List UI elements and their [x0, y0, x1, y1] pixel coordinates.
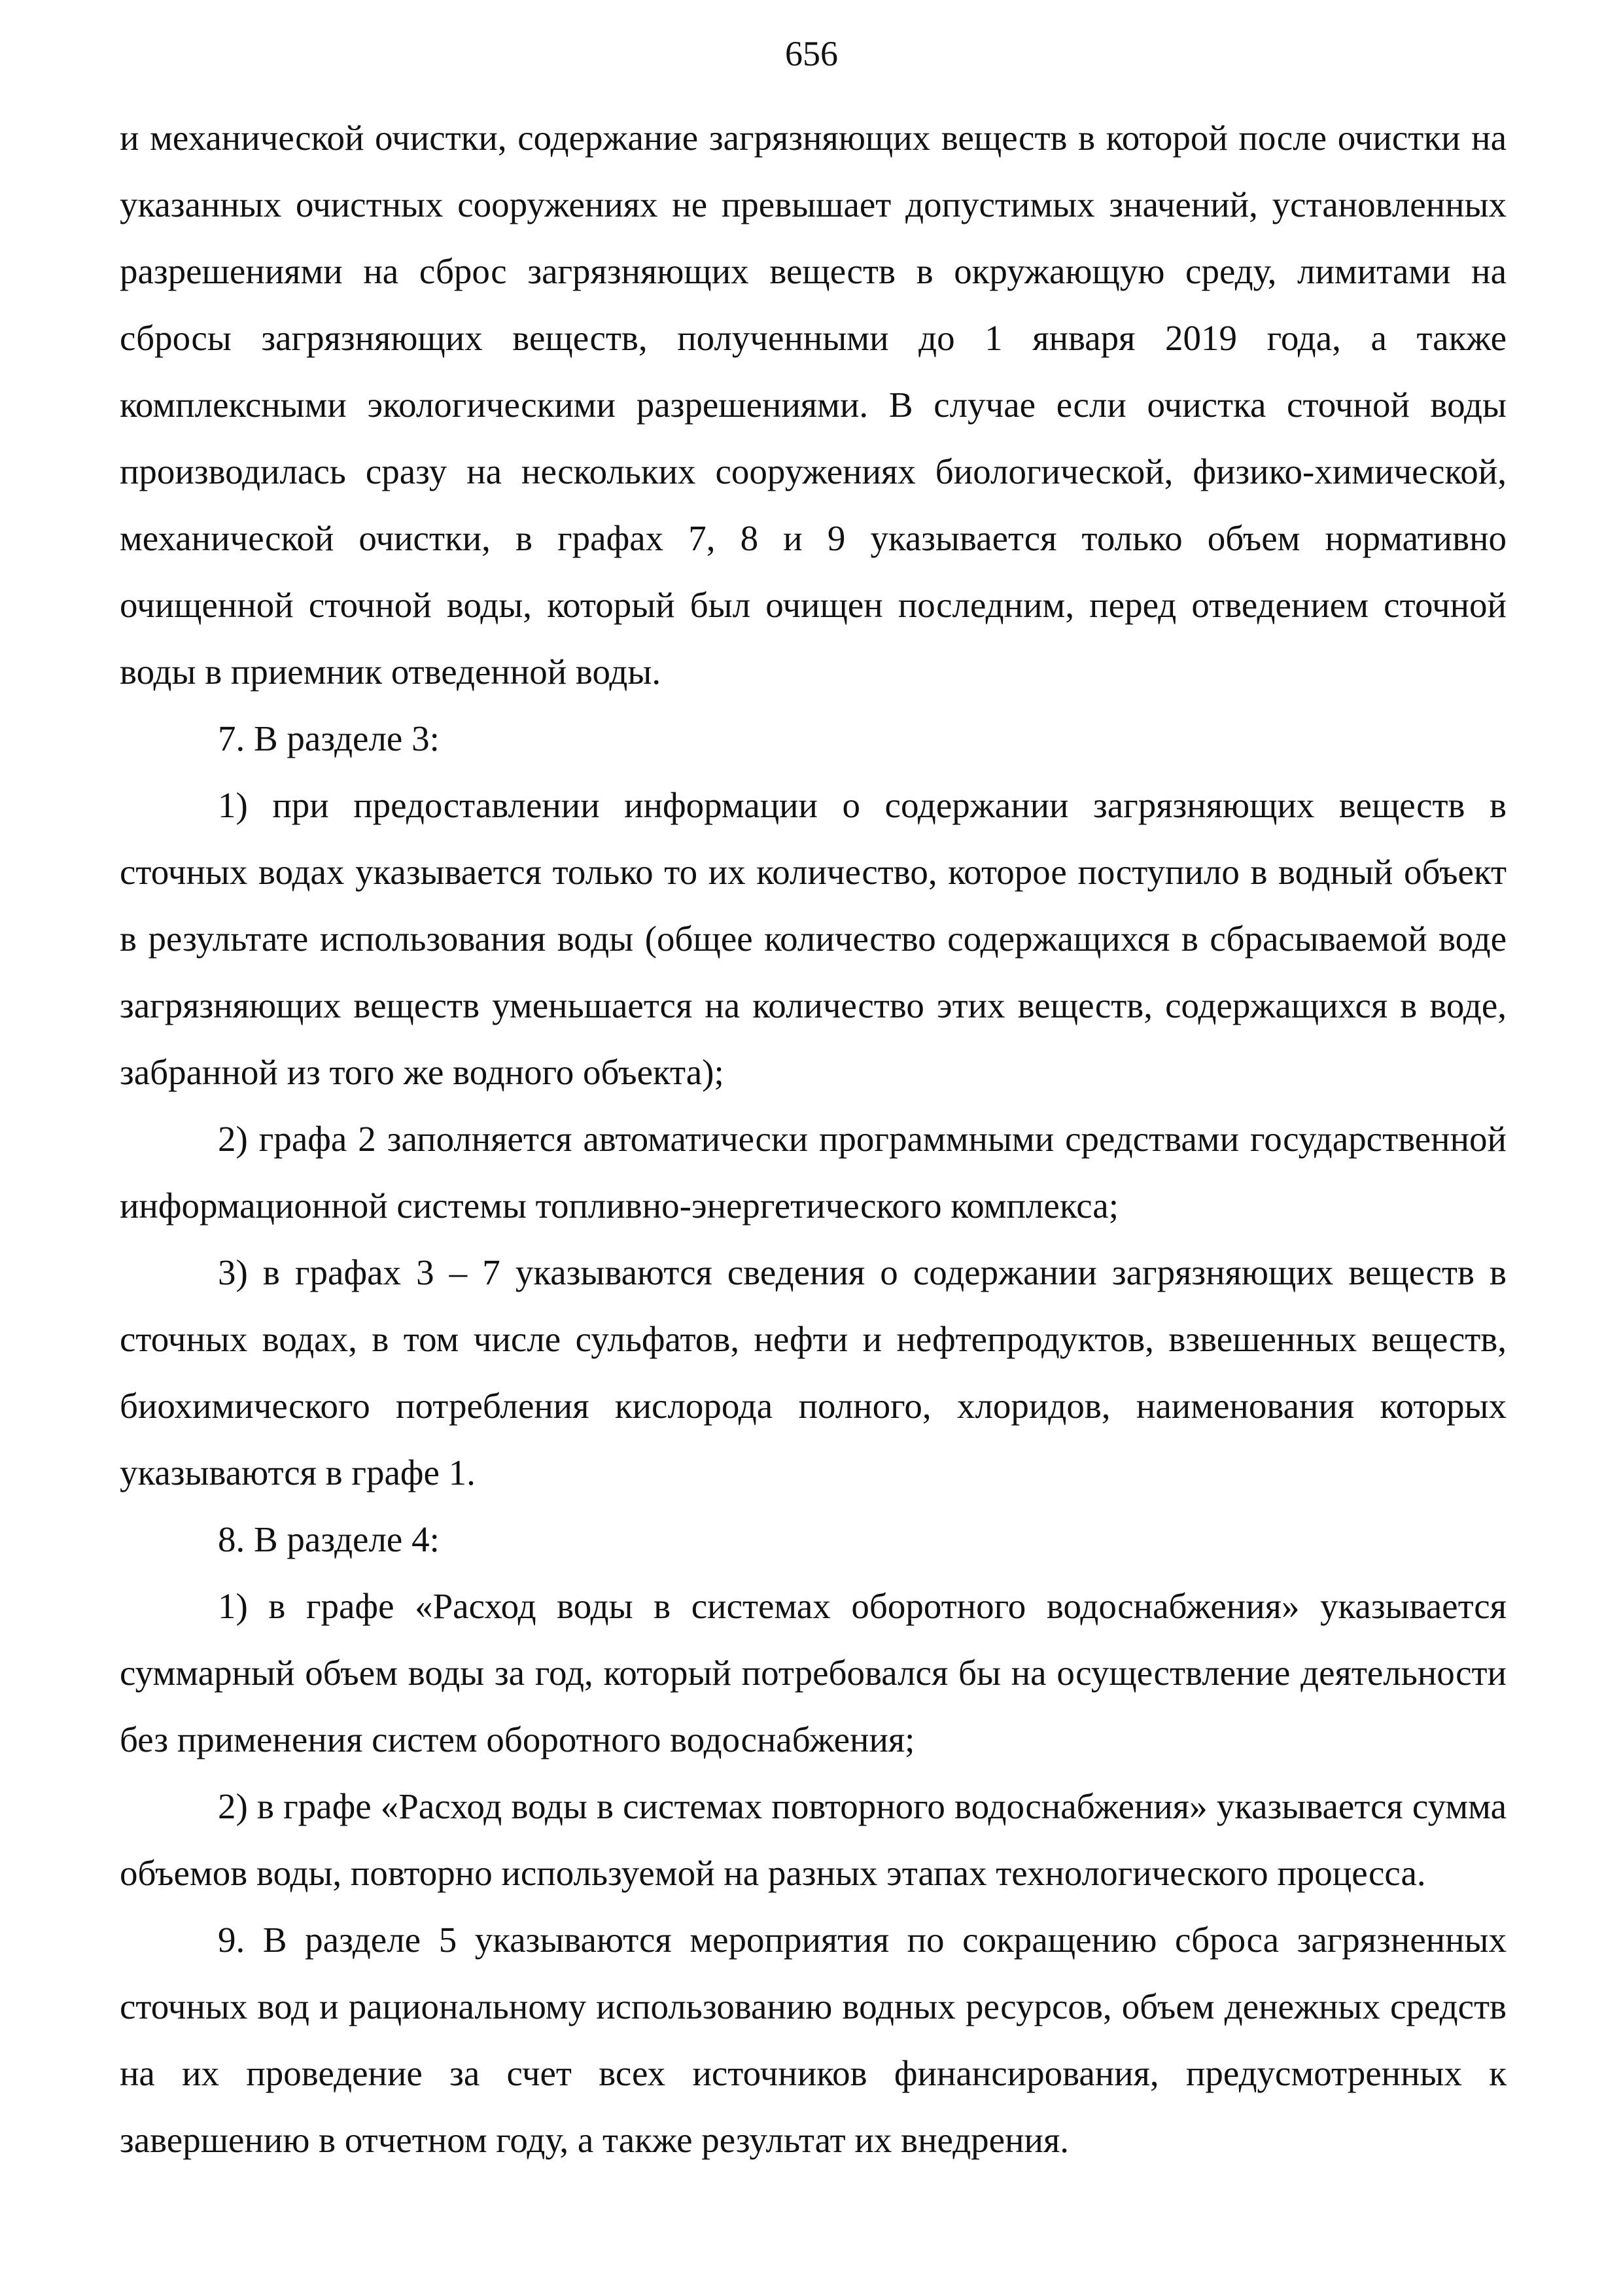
section-7-item-3: 3) в графах 3 – 7 указываются сведения о содержании загрязняющих веществ в сточных водах, в том числе сульфатов, нефти и нефтепродуктов, взвешенных веществ, биохимического потребления кислорода полного, хлоридов, наименования которых указываются в графе 1. [120, 1252, 1507, 1492]
section-8-heading: 8. В разделе 4: [218, 1519, 440, 1559]
section-7-item-1: 1) при предоставлении информации о содержании загрязняющих веществ в сточных водах указывается только то их количество, которое поступило в водный объект в результате использования воды (общее количество содержащихся в сбрасываемой воде загрязняющих веществ уменьшается на количество этих веществ, содержащихся в воде, забранной из того же водного объекта); [120, 785, 1507, 1092]
section-9-paragraph: 9. В разделе 5 указываются мероприятия по сокращению сброса загрязненных сточных вод и рациональному использованию водных ресурсов, объем денежных средств на их проведение за счет всех источников финансирования, предусмотренных к завершению в отчетном году, а также результат их внедрения. [120, 1920, 1507, 2160]
section-8-item-2: 2) в графе «Расход воды в системах повторного водоснабжения» указывается сумма объемов воды, повторно используемой на разных этапах технологического процесса. [120, 1786, 1507, 1893]
section-7-item-2: 2) графа 2 заполняется автоматически программными средствами государственной информационной системы топливно-энергетического комплекса; [120, 1119, 1507, 1226]
page-number: 656 [785, 34, 838, 73]
document-body [120, 105, 1507, 2174]
paragraph-continuation: и механической очистки, содержание загрязняющих веществ в которой после очистки на указанных очистных сооружениях не превышает допустимых значений, установленных разрешениями на сброс загрязняющих веществ в окружающую среду, лимитами на сбросы загрязняющих веществ, полученными до 1 января 2019 года, а также комплексными экологическими разрешениями. В случае если очистка сточной воды производилась сразу на нескольких сооружениях биологической, физико-химической, механической очистки, в графах 7, 8 и 9 указывается только объем нормативно очищенной сточной воды, который был очищен последним, перед отведением сточной воды в приемник отведенной воды. [120, 118, 1507, 692]
section-8-item-1: 1) в графе «Расход воды в системах оборотного водоснабжения» указывается суммарный объем воды за год, который потребовался бы на осуществление деятельности без применения систем оборотного водоснабжения; [120, 1586, 1507, 1759]
section-7-heading: 7. В разделе 3: [218, 718, 440, 758]
